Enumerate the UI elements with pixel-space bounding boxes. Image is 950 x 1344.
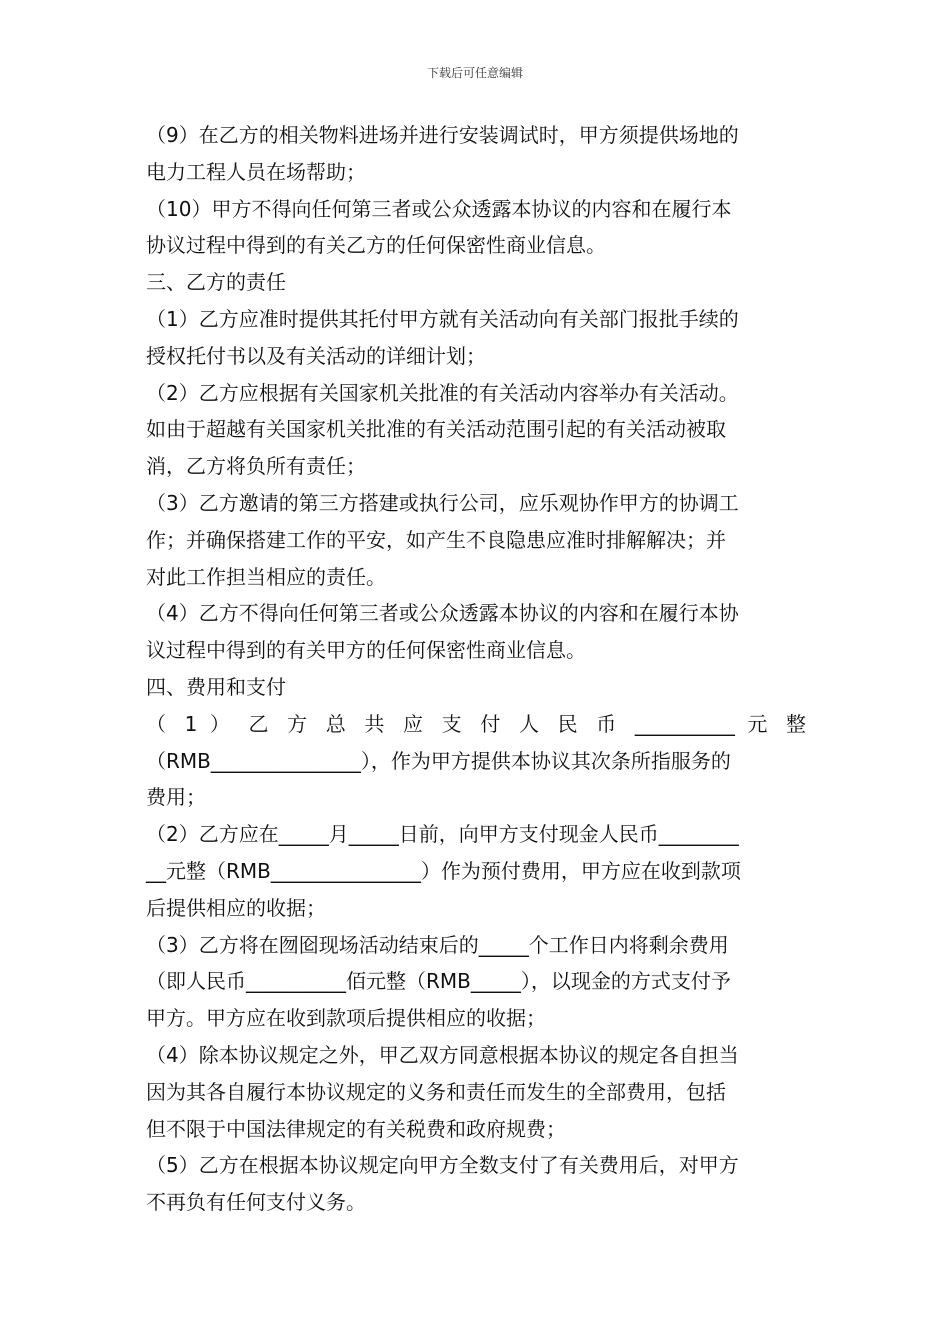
text-line: 费用； [146, 785, 206, 810]
text-line: （4）除本协议规定之外，甲乙双方同意根据本协议的规定各自担当 [146, 1042, 739, 1067]
document-body [146, 117, 806, 1221]
text-line: （即人民币__________佰元整（RMB_____），以现金的方式支付予 [146, 969, 731, 994]
text-line: （5）乙方在根据本协议规定向甲方全数支付了有关费用后，对甲方 [146, 1153, 739, 1178]
page-header: 下载后可任意编辑 [426, 66, 523, 80]
text-line: 甲方。甲方应在收到款项后提供相应的收据； [146, 1006, 546, 1031]
text-line: （2）乙方应根据有关国家机关批准的有关活动内容举办有关活动。 [146, 380, 739, 405]
text-line: 消，乙方将负所有责任； [146, 454, 366, 479]
text-line: 作；并确保搭建工作的平安，如产生不良隐患应准时排解解决；并 [146, 527, 726, 552]
text-line: 对此工作担当相应的责任。 [146, 564, 386, 589]
text-line: （10）甲方不得向任何第三者或公众透露本协议的内容和在履行本 [146, 196, 732, 221]
text-line: 不再负有任何支付义务。 [146, 1190, 366, 1215]
section-heading: 四、费用和支付 [146, 674, 286, 699]
text-line: 后提供相应的收据； [146, 895, 326, 920]
text-line: （2）乙方应在_____月_____日前，向甲方支付现金人民币________ [146, 822, 739, 847]
text-line: 协议过程中得到的有关乙方的任何保密性商业信息。 [146, 233, 606, 258]
text-line: （3）乙方邀请的第三方搭建或执行公司，应乐观协作甲方的协调工 [146, 490, 739, 515]
text-line: （9）在乙方的相关物料进场并进行安装调试时，甲方须提供场地的 [146, 123, 739, 147]
text-line: 但不限于中国法律规定的有关税费和政府规费； [146, 1116, 566, 1141]
text-line: __元整（RMB_______________）作为预付费用，甲方应在收到款项 [146, 858, 741, 883]
text-line: （RMB_______________），作为甲方提供本协议其次条所指服务的 [146, 748, 731, 773]
text-line: （ 1 ） 乙 方 总 共 应 支 付 人 民 币 __________ 元 整 [146, 711, 806, 736]
text-line: 议过程中得到的有关甲方的任何保密性商业信息。 [146, 638, 586, 663]
text-line: 如由于超越有关国家机关批准的有关活动范围引起的有关活动被取 [146, 417, 726, 442]
text-line: （3）乙方将在囫囵现场活动结束后的_____个工作日内将剩余费用 [146, 932, 729, 957]
text-line: （1）乙方应准时提供其托付甲方就有关活动向有关部门报批手续的 [146, 306, 739, 331]
text-line: 电力工程人员在场帮助； [146, 159, 366, 184]
text-line: 授权托付书以及有关活动的详细计划； [146, 343, 486, 368]
section-heading: 三、乙方的责任 [146, 270, 286, 295]
text-line: （4）乙方不得向任何第三者或公众透露本协议的内容和在履行本协 [146, 601, 739, 626]
text-line: 因为其各自履行本协议规定的义务和责任而发生的全部费用，包括 [146, 1079, 726, 1104]
